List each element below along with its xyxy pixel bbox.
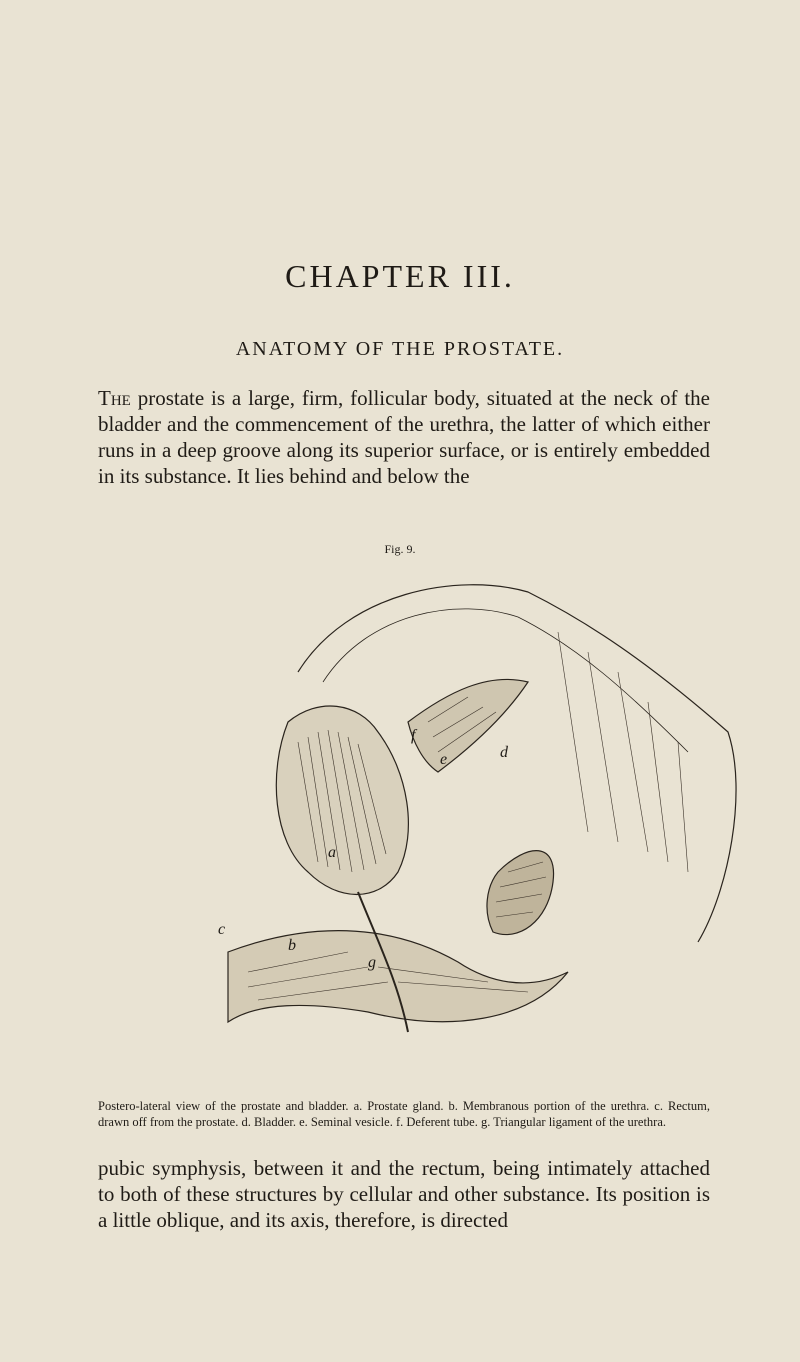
figure-letter-g: g xyxy=(368,954,376,971)
paragraph-1-text: prostate is a large, firm, follicular body, situated at the neck of the bladder and the commencement of the urethra, the latter of which either runs in a deep groove along its superior surface, or is entirely embedded in its substance. It lies behind and below the xyxy=(98,386,710,488)
figure-letter-c: c xyxy=(218,921,226,938)
chapter-title: CHAPTER III. xyxy=(285,258,515,294)
figure-letter-b: b xyxy=(288,937,296,954)
figure-label: Fig. 9. xyxy=(384,542,416,556)
pubic-section xyxy=(487,851,554,935)
seminal-vesicle xyxy=(408,679,528,772)
figure-caption: Postero-lateral view of the prostate and bladder. a. Prostate gland. b. Membranous portion of the urethra. c. Rectum, drawn off from the prostate. d. Bladder. e. Seminal vesicle. f. Deferent tube. g. Triangular ligament of the urethra. xyxy=(98,1099,710,1129)
figure-letter-a: a xyxy=(328,844,336,861)
paragraph-2: pubic symphysis, between it and the rectum, being intimately attached to both of these structures by cellular and other substance. Its position is a little oblique, and its axis, therefore, is directed xyxy=(98,1156,710,1232)
figure-letter-e: e xyxy=(440,751,448,768)
paragraph-1 xyxy=(98,385,710,489)
figure-letter-f: f xyxy=(411,727,416,744)
prostate-gland xyxy=(276,706,408,895)
figure-letter-d: d xyxy=(500,744,508,761)
paragraph-1-lead: The xyxy=(98,386,131,410)
section-title: ANATOMY OF THE PROSTATE. xyxy=(235,338,565,360)
prostate-illustration xyxy=(218,572,748,1092)
rectum xyxy=(228,931,568,1022)
